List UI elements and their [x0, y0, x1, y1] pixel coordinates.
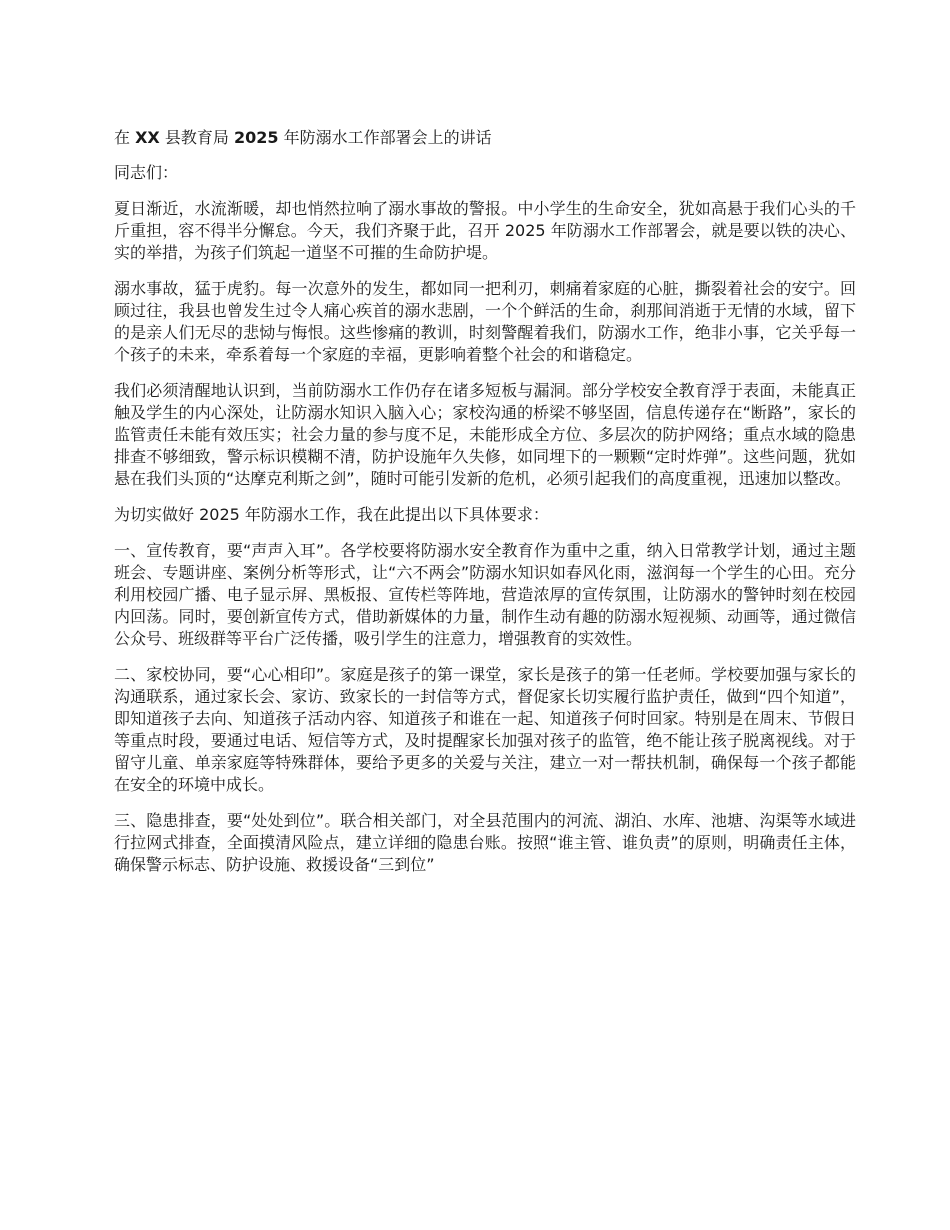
paragraph-accident-danger: 溺水事故，猛于虎豹。每一次意外的发生，都如同一把利刃，刺痛着家庭的心脏，撕裂着社会的安宁。回顾过往，我县也曾发生过令人痛心疾首的溺水悲剧，一个个鲜活的生命，刹那间消逝于无情的水域，留下的是亲人们无尽的悲恸与悔恨。这些惨痛的教训，时刻警醒着我们，防溺水工作，绝非小事，它关乎每一个孩子的未来，牵系着每一个家庭的幸福，更影响着整个社会的和谐稳定。: [114, 279, 856, 364]
paragraph-current-problems: 我们必须清醒地认识到，当前防溺水工作仍存在诸多短板与漏洞。部分学校安全教育浮于表面，未能真正触及学生的内心深处，让防溺水知识入脑入心；家校沟通的桥梁不够坚固，信息传递存在“断路”，家长的监管责任未能有效压实；社会力量的参与度不足，未能形成全方位、多层次的防护网络；重点水域的隐患排查不够细致，警示标识模糊不清，防护设施年久失修，如同埋下的一颗颗“定时炸弹”。这些问题，犹如悬在我们头顶的“达摩克利斯之剑”，随时可能引发新的危机，必须引起我们的高度重视，迅速加以整改。: [114, 381, 856, 488]
paragraph-requirement-publicity: 一、宣传教育，要“声声入耳”。各学校要将防溺水安全教育作为重中之重，纳入日常教学计划，通过主题班会、专题讲座、案例分析等形式，让“六不两会”防溺水知识如春风化雨，滋润每一个学生的心田。充分利用校园广播、电子显示屏、黑板报、宣传栏等阵地，营造浓厚的宣传氛围，让防溺水的警钟时刻在校园内回荡。同时，要创新宣传方式，借助新媒体的力量，制作生动有趣的防溺水短视频、动画等，通过微信公众号、班级群等平台广泛传播，吸引学生的注意力，增强教育的实效性。: [114, 541, 856, 648]
paragraph-requirement-hazard-check: 三、隐患排查，要“处处到位”。联合相关部门，对全县范围内的河流、湖泊、水库、池塘、沟渠等水域进行拉网式排查，全面摸清风险点，建立详细的隐患台账。按照“谁主管、谁负责”的原则，明确责任主体，确保警示标志、防护设施、救援设备“三到位”: [114, 811, 856, 874]
salutation: 同志们：: [114, 163, 179, 182]
document-title: 在 XX 县教育局 2025 年防溺水工作部署会上的讲话: [114, 128, 492, 147]
document-page: [114, 126, 856, 890]
paragraph-requirement-home-school: 二、家校协同，要“心心相印”。家庭是孩子的第一课堂，家长是孩子的第一任老师。学校要加强与家长的沟通联系，通过家长会、家访、致家长的一封信等方式，督促家长切实履行监护责任，做到“四个知道”，即知道孩子去向、知道孩子活动内容、知道孩子和谁在一起、知道孩子何时回家。特别是在周末、节假日等重点时段，要通过电话、短信等方式，及时提醒家长加强对孩子的监管，绝不能让孩子脱离视线。对于留守儿童、单亲家庭等特殊群体，要给予更多的关爱与关注，建立一对一帮扶机制，确保每一个孩子都能在安全的环境中成长。: [114, 665, 856, 794]
paragraph-requirements-lead: 为切实做好 2025 年防溺水工作，我在此提出以下具体要求：: [114, 505, 549, 524]
paragraph-intro: 夏日渐近，水流渐暖，却也悄然拉响了溺水事故的警报。中小学生的生命安全，犹如高悬于我们心头的千斤重担，容不得半分懈怠。今天，我们齐聚于此，召开 2025 年防溺水工作部署会，就是要以铁的决心、实的举措，为孩子们筑起一道坚不可摧的生命防护堤。: [114, 199, 856, 262]
